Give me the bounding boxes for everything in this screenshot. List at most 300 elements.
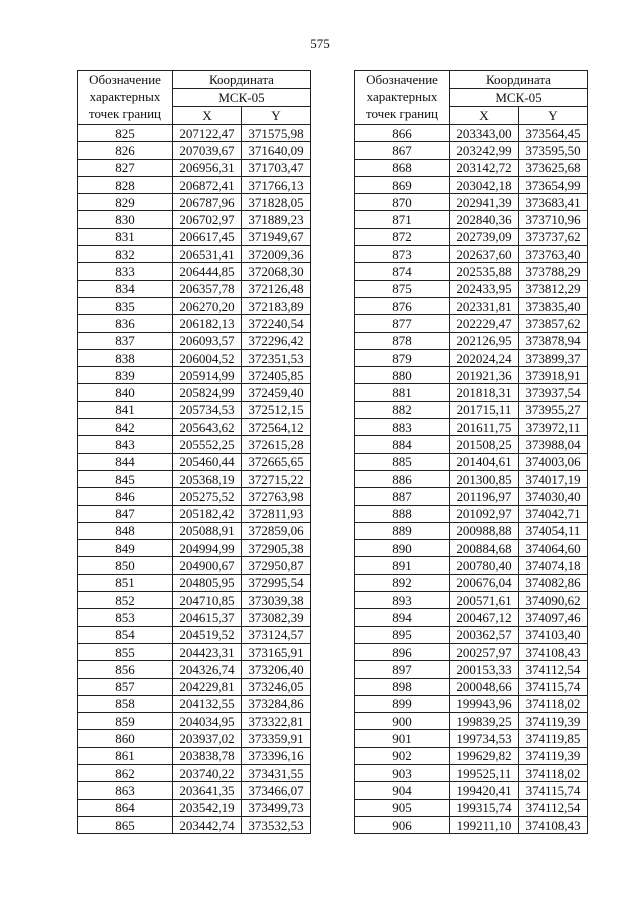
x-coordinate-cell: 201921,36 [450,367,519,384]
x-coordinate-cell: 206956,31 [173,159,242,176]
table-row [78,592,311,609]
x-column-header: X [450,107,519,125]
x-coordinate-cell: 205824,99 [173,384,242,401]
table-row [355,540,588,557]
point-label-line: точек границ [88,106,162,121]
x-coordinate-cell: 206702,97 [173,211,242,228]
x-coordinate-cell: 202739,09 [450,228,519,245]
y-coordinate-cell: 373937,54 [519,384,588,401]
point-id-cell: 884 [355,436,450,453]
table-row [78,142,311,159]
point-id-cell: 826 [78,142,173,159]
y-coordinate-cell: 374103,40 [519,626,588,643]
table-row [78,419,311,436]
y-coordinate-cell: 374108,43 [519,816,588,833]
table-row [78,297,311,314]
point-id-cell: 863 [78,782,173,799]
point-id-cell: 850 [78,557,173,574]
table-row [355,297,588,314]
table-row [355,280,588,297]
y-coordinate-cell: 373595,50 [519,142,588,159]
x-coordinate-cell: 206787,96 [173,194,242,211]
table-row [355,747,588,764]
coordinate-system-header: МСК-05 [450,89,588,107]
point-id-cell: 832 [78,246,173,263]
x-coordinate-cell: 200362,57 [450,626,519,643]
y-coordinate-cell: 374115,74 [519,678,588,695]
y-coordinate-cell: 374082,86 [519,574,588,591]
table-row [355,349,588,366]
point-id-cell: 869 [355,176,450,193]
x-coordinate-cell: 199525,11 [450,764,519,781]
table-row [355,505,588,522]
x-coordinate-cell: 204326,74 [173,661,242,678]
y-coordinate-cell: 374112,54 [519,799,588,816]
point-id-cell: 857 [78,678,173,695]
point-id-cell: 890 [355,540,450,557]
coordinate-header: Координата [173,71,311,89]
y-coordinate-cell: 374118,02 [519,764,588,781]
right-coordinates-table [354,70,588,834]
x-coordinate-cell: 206093,57 [173,332,242,349]
point-id-cell: 904 [355,782,450,799]
y-coordinate-cell: 371889,23 [242,211,311,228]
point-id-cell: 858 [78,695,173,712]
table-row [355,592,588,609]
x-coordinate-cell: 199420,41 [450,782,519,799]
table-row [355,816,588,833]
x-coordinate-cell: 204229,81 [173,678,242,695]
x-coordinate-cell: 203542,19 [173,799,242,816]
point-id-cell: 899 [355,695,450,712]
table-row [78,764,311,781]
point-id-cell: 838 [78,349,173,366]
x-coordinate-cell: 201092,97 [450,505,519,522]
x-coordinate-cell: 202535,88 [450,263,519,280]
y-coordinate-cell: 373466,07 [242,782,311,799]
point-id-cell: 829 [78,194,173,211]
table-row [355,332,588,349]
x-coordinate-cell: 203740,22 [173,764,242,781]
x-coordinate-cell: 200153,33 [450,661,519,678]
y-coordinate-cell: 373396,16 [242,747,311,764]
y-coordinate-cell: 372296,42 [242,332,311,349]
y-coordinate-cell: 373284,86 [242,695,311,712]
table-row [355,367,588,384]
table-row [78,782,311,799]
x-coordinate-cell: 204710,85 [173,592,242,609]
y-coordinate-cell: 372905,38 [242,540,311,557]
x-coordinate-cell: 200884,68 [450,540,519,557]
x-coordinate-cell: 205182,42 [173,505,242,522]
x-coordinate-cell: 203042,18 [450,176,519,193]
x-coordinate-cell: 206182,13 [173,315,242,332]
table-row [78,384,311,401]
y-coordinate-cell: 372459,40 [242,384,311,401]
x-coordinate-cell: 206531,41 [173,246,242,263]
y-coordinate-cell: 374118,02 [519,695,588,712]
x-coordinate-cell: 207039,67 [173,142,242,159]
y-coordinate-cell: 372615,28 [242,436,311,453]
point-id-cell: 895 [355,626,450,643]
x-coordinate-cell: 204994,99 [173,540,242,557]
y-coordinate-cell: 374119,39 [519,713,588,730]
point-label-header [355,71,450,125]
y-coordinate-cell: 372811,93 [242,505,311,522]
table-row [355,436,588,453]
y-coordinate-cell: 374042,71 [519,505,588,522]
x-coordinate-cell: 201818,31 [450,384,519,401]
point-id-cell: 892 [355,574,450,591]
point-id-cell: 905 [355,799,450,816]
x-coordinate-cell: 202433,95 [450,280,519,297]
table-row [355,211,588,228]
x-coordinate-cell: 200571,61 [450,592,519,609]
y-column-header: Y [242,107,311,125]
y-coordinate-cell: 373206,40 [242,661,311,678]
x-coordinate-cell: 202229,47 [450,315,519,332]
y-coordinate-cell: 373124,57 [242,626,311,643]
x-coordinate-cell: 203641,35 [173,782,242,799]
point-id-cell: 853 [78,609,173,626]
point-id-cell: 833 [78,263,173,280]
point-id-cell: 870 [355,194,450,211]
x-coordinate-cell: 203937,02 [173,730,242,747]
x-coordinate-cell: 199211,10 [450,816,519,833]
point-id-cell: 887 [355,488,450,505]
point-id-cell: 861 [78,747,173,764]
point-id-cell: 848 [78,522,173,539]
table-row [355,228,588,245]
table-row [78,799,311,816]
y-coordinate-cell: 374090,62 [519,592,588,609]
point-label-line: характерных [89,89,161,104]
y-coordinate-cell: 371949,67 [242,228,311,245]
point-id-cell: 903 [355,764,450,781]
table-row [355,678,588,695]
x-coordinate-cell: 202941,39 [450,194,519,211]
y-coordinate-cell: 371640,09 [242,142,311,159]
table-row [355,315,588,332]
table-row [355,764,588,781]
table-row [355,782,588,799]
table-row [78,505,311,522]
y-coordinate-cell: 374017,19 [519,470,588,487]
point-id-cell: 835 [78,297,173,314]
x-coordinate-cell: 200988,88 [450,522,519,539]
point-id-cell: 860 [78,730,173,747]
page-number: 575 [310,36,330,51]
point-id-cell: 872 [355,228,450,245]
x-column-header: X [173,107,242,125]
y-coordinate-cell: 373431,55 [242,764,311,781]
x-coordinate-cell: 203442,74 [173,816,242,833]
table-row [355,401,588,418]
y-coordinate-cell: 374030,40 [519,488,588,505]
table-row [355,125,588,142]
x-coordinate-cell: 203838,78 [173,747,242,764]
y-coordinate-cell: 373988,04 [519,436,588,453]
point-label-line: Обозначение [366,72,438,87]
point-id-cell: 849 [78,540,173,557]
y-coordinate-cell: 372763,98 [242,488,311,505]
right-table-body [355,125,588,834]
y-coordinate-cell: 373835,40 [519,297,588,314]
point-id-cell: 862 [78,764,173,781]
point-id-cell: 893 [355,592,450,609]
y-coordinate-cell: 373564,45 [519,125,588,142]
y-coordinate-cell: 373499,73 [242,799,311,816]
table-row [355,194,588,211]
point-id-cell: 845 [78,470,173,487]
y-coordinate-cell: 373878,94 [519,332,588,349]
table-row [78,661,311,678]
table-row [78,522,311,539]
table-row [78,453,311,470]
point-id-cell: 886 [355,470,450,487]
table-row [355,643,588,660]
point-id-cell: 902 [355,747,450,764]
y-coordinate-cell: 372183,89 [242,297,311,314]
point-id-cell: 891 [355,557,450,574]
table-row [355,419,588,436]
y-coordinate-cell: 372859,06 [242,522,311,539]
table-row [355,574,588,591]
x-coordinate-cell: 205088,91 [173,522,242,539]
x-coordinate-cell: 206872,41 [173,176,242,193]
y-coordinate-cell: 372405,85 [242,367,311,384]
y-coordinate-cell: 373899,37 [519,349,588,366]
table-row [355,488,588,505]
point-id-cell: 846 [78,488,173,505]
point-id-cell: 900 [355,713,450,730]
point-id-cell: 852 [78,592,173,609]
y-coordinate-cell: 374119,39 [519,747,588,764]
point-id-cell: 876 [355,297,450,314]
point-id-cell: 896 [355,643,450,660]
y-coordinate-cell: 372950,87 [242,557,311,574]
point-id-cell: 825 [78,125,173,142]
x-coordinate-cell: 203142,72 [450,159,519,176]
x-coordinate-cell: 199629,82 [450,747,519,764]
point-id-cell: 828 [78,176,173,193]
table-row [78,280,311,297]
table-row [355,246,588,263]
table-row [355,142,588,159]
table-row [355,626,588,643]
y-coordinate-cell: 371575,98 [242,125,311,142]
x-coordinate-cell: 206617,45 [173,228,242,245]
point-id-cell: 888 [355,505,450,522]
x-coordinate-cell: 206444,85 [173,263,242,280]
point-id-cell: 859 [78,713,173,730]
x-coordinate-cell: 204519,52 [173,626,242,643]
y-coordinate-cell: 373322,81 [242,713,311,730]
table-row [78,730,311,747]
y-coordinate-cell: 373683,41 [519,194,588,211]
table-row [355,384,588,401]
y-coordinate-cell: 372995,54 [242,574,311,591]
x-coordinate-cell: 202126,95 [450,332,519,349]
table-row [78,332,311,349]
x-coordinate-cell: 200676,04 [450,574,519,591]
table-row [78,747,311,764]
table-row [78,470,311,487]
x-coordinate-cell: 204900,67 [173,557,242,574]
y-coordinate-cell: 374054,11 [519,522,588,539]
y-coordinate-cell: 373737,62 [519,228,588,245]
point-id-cell: 841 [78,401,173,418]
y-coordinate-cell: 373763,40 [519,246,588,263]
y-coordinate-cell: 372009,36 [242,246,311,263]
point-label-header [78,71,173,125]
y-coordinate-cell: 373532,53 [242,816,311,833]
left-coordinates-table [77,70,311,834]
y-coordinate-cell: 374074,18 [519,557,588,574]
x-coordinate-cell: 201196,97 [450,488,519,505]
table-row [355,557,588,574]
x-coordinate-cell: 202637,60 [450,246,519,263]
table-row [78,263,311,280]
point-id-cell: 897 [355,661,450,678]
table-row [78,349,311,366]
table-row [355,609,588,626]
point-id-cell: 868 [355,159,450,176]
x-coordinate-cell: 199839,25 [450,713,519,730]
x-coordinate-cell: 205460,44 [173,453,242,470]
y-coordinate-cell: 372665,65 [242,453,311,470]
table-row [78,643,311,660]
x-coordinate-cell: 205734,53 [173,401,242,418]
x-coordinate-cell: 203242,99 [450,142,519,159]
x-coordinate-cell: 199943,96 [450,695,519,712]
table-row [78,125,311,142]
x-coordinate-cell: 205914,99 [173,367,242,384]
table-row [78,678,311,695]
x-coordinate-cell: 206004,52 [173,349,242,366]
x-coordinate-cell: 204423,31 [173,643,242,660]
table-row [355,176,588,193]
table-row [78,816,311,833]
point-id-cell: 851 [78,574,173,591]
point-id-cell: 874 [355,263,450,280]
y-coordinate-cell: 373039,38 [242,592,311,609]
left-table-body [78,125,311,834]
table-row [78,194,311,211]
table-row [355,661,588,678]
point-id-cell: 889 [355,522,450,539]
table-row [355,799,588,816]
table-row [78,626,311,643]
y-coordinate-cell: 373918,91 [519,367,588,384]
point-id-cell: 866 [355,125,450,142]
table-row [78,367,311,384]
x-coordinate-cell: 200257,97 [450,643,519,660]
point-id-cell: 877 [355,315,450,332]
x-coordinate-cell: 202331,81 [450,297,519,314]
y-coordinate-cell: 374108,43 [519,643,588,660]
point-id-cell: 898 [355,678,450,695]
table-row [355,159,588,176]
point-id-cell: 842 [78,419,173,436]
y-coordinate-cell: 372068,30 [242,263,311,280]
point-id-cell: 837 [78,332,173,349]
x-coordinate-cell: 200467,12 [450,609,519,626]
x-coordinate-cell: 201715,11 [450,401,519,418]
point-id-cell: 843 [78,436,173,453]
point-id-cell: 867 [355,142,450,159]
x-coordinate-cell: 199734,53 [450,730,519,747]
x-coordinate-cell: 204805,95 [173,574,242,591]
x-coordinate-cell: 202840,36 [450,211,519,228]
table-row [78,574,311,591]
x-coordinate-cell: 207122,47 [173,125,242,142]
y-coordinate-cell: 372715,22 [242,470,311,487]
point-id-cell: 883 [355,419,450,436]
y-coordinate-cell: 373082,39 [242,609,311,626]
point-id-cell: 840 [78,384,173,401]
point-id-cell: 827 [78,159,173,176]
point-id-cell: 881 [355,384,450,401]
table-row [78,695,311,712]
point-id-cell: 879 [355,349,450,366]
coordinate-system-header: МСК-05 [173,89,311,107]
y-coordinate-cell: 371828,05 [242,194,311,211]
x-coordinate-cell: 201300,85 [450,470,519,487]
point-id-cell: 873 [355,246,450,263]
x-coordinate-cell: 206357,78 [173,280,242,297]
point-id-cell: 901 [355,730,450,747]
y-coordinate-cell: 372512,15 [242,401,311,418]
x-coordinate-cell: 205368,19 [173,470,242,487]
x-coordinate-cell: 201404,61 [450,453,519,470]
point-id-cell: 831 [78,228,173,245]
y-coordinate-cell: 374064,60 [519,540,588,557]
y-column-header: Y [519,107,588,125]
y-coordinate-cell: 373972,11 [519,419,588,436]
x-coordinate-cell: 205643,62 [173,419,242,436]
table-row [78,557,311,574]
table-row [78,401,311,418]
x-coordinate-cell: 201508,25 [450,436,519,453]
table-row [355,453,588,470]
x-coordinate-cell: 199315,74 [450,799,519,816]
point-id-cell: 834 [78,280,173,297]
point-id-cell: 880 [355,367,450,384]
y-coordinate-cell: 374097,46 [519,609,588,626]
y-coordinate-cell: 374003,06 [519,453,588,470]
y-coordinate-cell: 372240,54 [242,315,311,332]
table-row [78,246,311,263]
table-row [78,211,311,228]
table-row [355,730,588,747]
table-row [355,470,588,487]
x-coordinate-cell: 204615,37 [173,609,242,626]
table-row [78,159,311,176]
point-id-cell: 875 [355,280,450,297]
point-id-cell: 830 [78,211,173,228]
point-id-cell: 856 [78,661,173,678]
y-coordinate-cell: 372351,53 [242,349,311,366]
y-coordinate-cell: 373710,96 [519,211,588,228]
x-coordinate-cell: 201611,75 [450,419,519,436]
point-id-cell: 878 [355,332,450,349]
y-coordinate-cell: 372564,12 [242,419,311,436]
point-id-cell: 844 [78,453,173,470]
point-label-line: Обозначение [89,72,161,87]
point-id-cell: 839 [78,367,173,384]
x-coordinate-cell: 202024,24 [450,349,519,366]
